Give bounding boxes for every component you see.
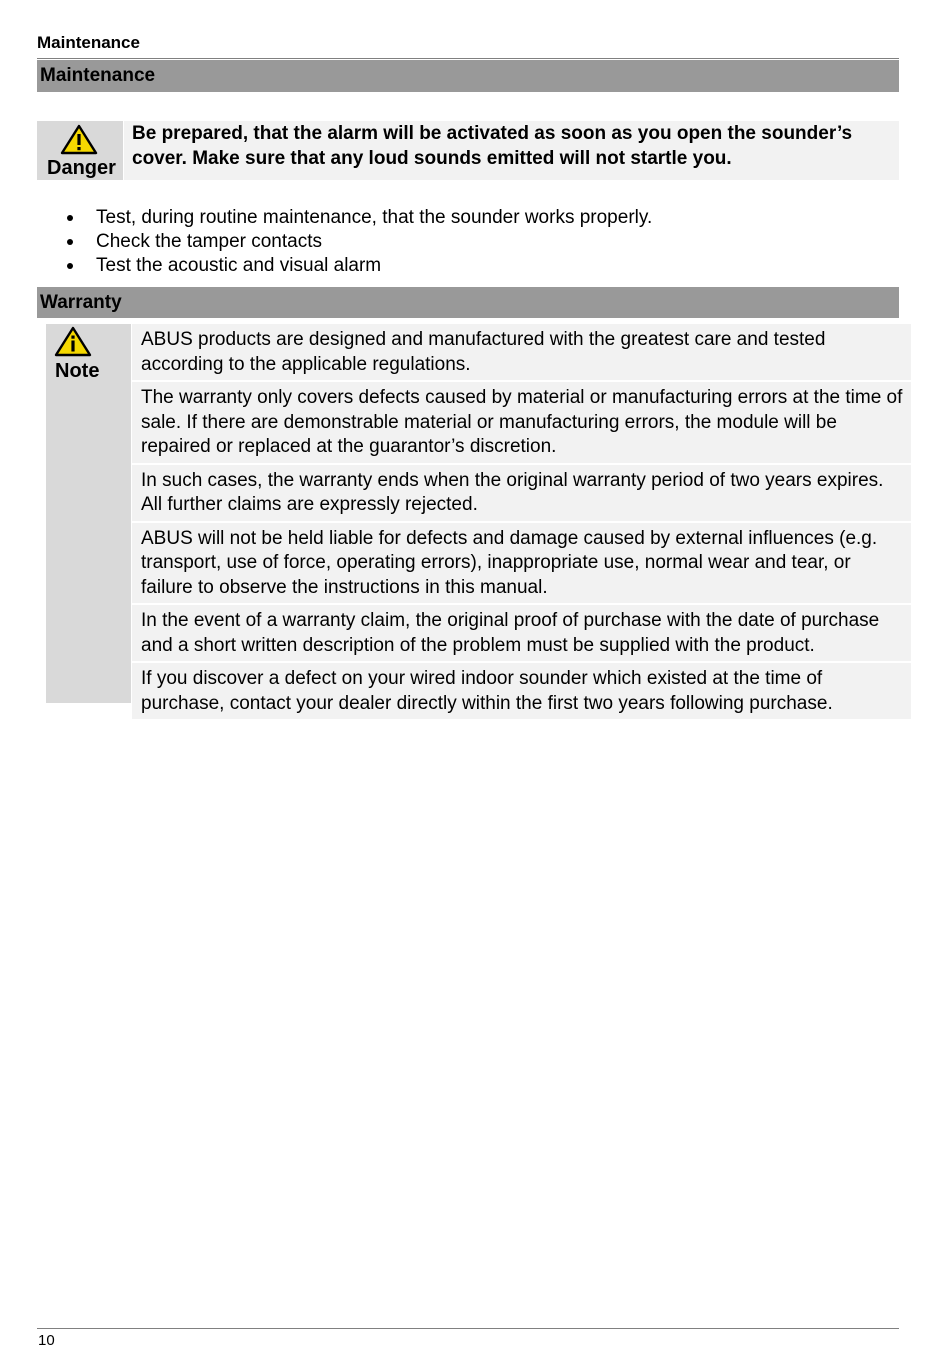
note-paragraph: The warranty only covers defects caused by material or manufacturing errors at the time of sale. If there are demonstrable material or manufacturing errors, the module will be repaired or replaced at the guarantor’s discretion.	[132, 382, 911, 463]
info-triangle-icon	[54, 326, 92, 357]
running-header: Maintenance	[37, 33, 140, 52]
danger-text: Be prepared, that the alarm will be activated as soon as you open the sounder’s cover. Make sure that any loud sounds emitted will not startle you.	[124, 121, 899, 180]
danger-label-cell	[37, 121, 123, 180]
footer-rule	[37, 1328, 899, 1329]
maintenance-heading: Maintenance	[37, 60, 899, 92]
danger-box	[37, 121, 899, 180]
bullet-dot	[67, 263, 73, 269]
maintenance-bullet-list	[65, 206, 652, 278]
warning-triangle-icon	[60, 124, 98, 155]
note-paragraph: In the event of a warranty claim, the original proof of purchase with the date of purchase and a short written description of the problem must be supplied with the product.	[132, 605, 911, 661]
list-item	[65, 254, 652, 278]
bullet-dot	[67, 215, 73, 221]
list-item-text: Test the acoustic and visual alarm	[96, 255, 382, 276]
note-paragraph: In such cases, the warranty ends when the original warranty period of two years expires. All further claims are expressly rejected.	[132, 465, 911, 521]
list-item	[65, 230, 652, 254]
note-box	[46, 324, 911, 714]
note-paragraph: ABUS products are designed and manufactured with the greatest care and tested according to the applicable regulations.	[132, 324, 911, 380]
note-paragraph: ABUS will not be held liable for defects and damage caused by external influences (e.g. transport, use of force, operating errors), inappropriate use, normal wear and tear, or failure to observe the instructions in this manual.	[132, 523, 911, 604]
list-item-text: Test, during routine maintenance, that the sounder works properly.	[96, 207, 653, 228]
danger-label: Danger	[47, 157, 116, 179]
note-label-cell	[46, 324, 131, 703]
header-rule	[37, 58, 899, 59]
list-item-text: Check the tamper contacts	[96, 231, 322, 252]
bullet-dot	[67, 239, 73, 245]
note-label: Note	[55, 360, 100, 382]
note-paragraph: If you discover a defect on your wired indoor sounder which existed at the time of purchase, contact your dealer directly within the first two years following purchase.	[132, 663, 911, 719]
page-number: 10	[38, 1332, 55, 1349]
note-paragraphs	[132, 324, 911, 721]
list-item	[65, 206, 652, 230]
warranty-heading: Warranty	[37, 287, 899, 318]
